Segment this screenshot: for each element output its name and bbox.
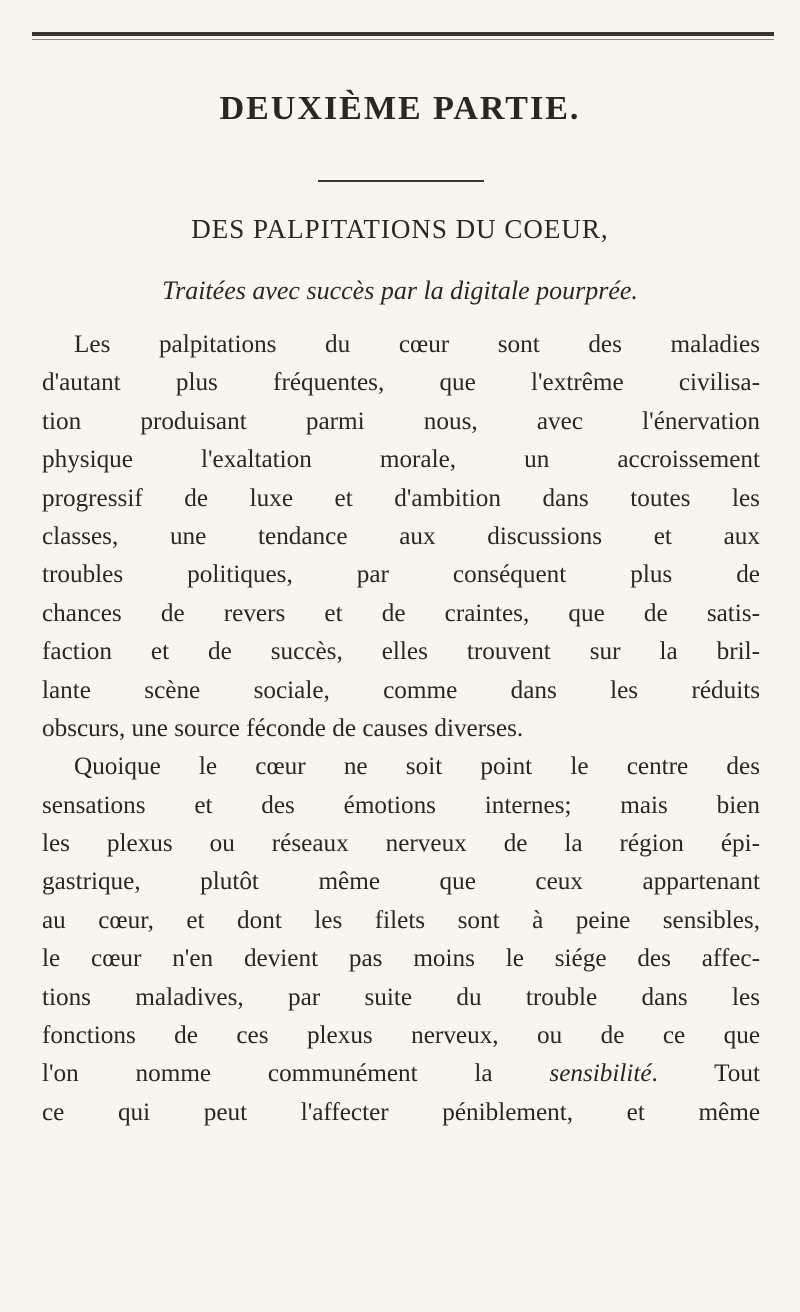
text-line: gastrique, plutôt même que ceux appartenant	[42, 868, 760, 896]
text-line: les plexus ou réseaux nerveux de la région épi-	[42, 830, 760, 858]
text-line: fonctions de ces plexus nerveux, ou de ce que	[42, 1022, 760, 1050]
text-line: tion produisant parmi nous, avec l'énervation	[42, 407, 760, 435]
text-line: ce qui peut l'affecter péniblement, et même	[42, 1098, 760, 1126]
chapter-subtitle: Traitées avec succès par la digitale pourprée.	[162, 276, 638, 305]
text-line: sensations et des émotions internes; mais bien	[42, 791, 760, 819]
text-line: progressif de luxe et d'ambition dans toutes les	[42, 484, 760, 512]
text-line: au cœur, et dont les filets sont à peine sensibles,	[42, 906, 760, 934]
text-line-with-emphasis	[42, 1055, 760, 1093]
emphasized-word: sensibilité	[549, 1060, 652, 1088]
part-heading: DEUXIÈME PARTIE.	[219, 90, 581, 127]
text-line: physique l'exaltation morale, un accroissement	[42, 446, 760, 474]
top-rule	[32, 32, 774, 36]
text-line: troubles politiques, par conséquent plus de	[42, 561, 760, 589]
text-line: chances de revers et de craintes, que de satis-	[42, 599, 760, 627]
text-line: faction et de succès, elles trouvent sur la bril-	[42, 638, 760, 666]
text-line: classes, une tendance aux discussions et aux	[42, 522, 760, 550]
text-line: lante scène sociale, comme dans les réduits	[42, 676, 760, 704]
body-paragraphs	[42, 326, 760, 1132]
text-line: tions maladives, par suite du trouble dans les	[42, 983, 760, 1011]
text-line: d'autant plus fréquentes, que l'extrême civilisa-	[42, 369, 760, 397]
text-line: le cœur n'en devient pas moins le siége des affec-	[42, 945, 760, 973]
text-segment: . Tout	[651, 1060, 760, 1088]
text-line: Les palpitations du cœur sont des maladies	[74, 331, 760, 358]
text-line: Quoique le cœur ne soit point le centre des	[74, 753, 760, 781]
section-divider	[318, 180, 484, 182]
text-segment: l'on nomme communément la	[42, 1060, 550, 1088]
chapter-title: DES PALPITATIONS DU COEUR,	[191, 214, 609, 244]
text-line: obscurs, une source féconde de causes diverses.	[42, 714, 524, 742]
